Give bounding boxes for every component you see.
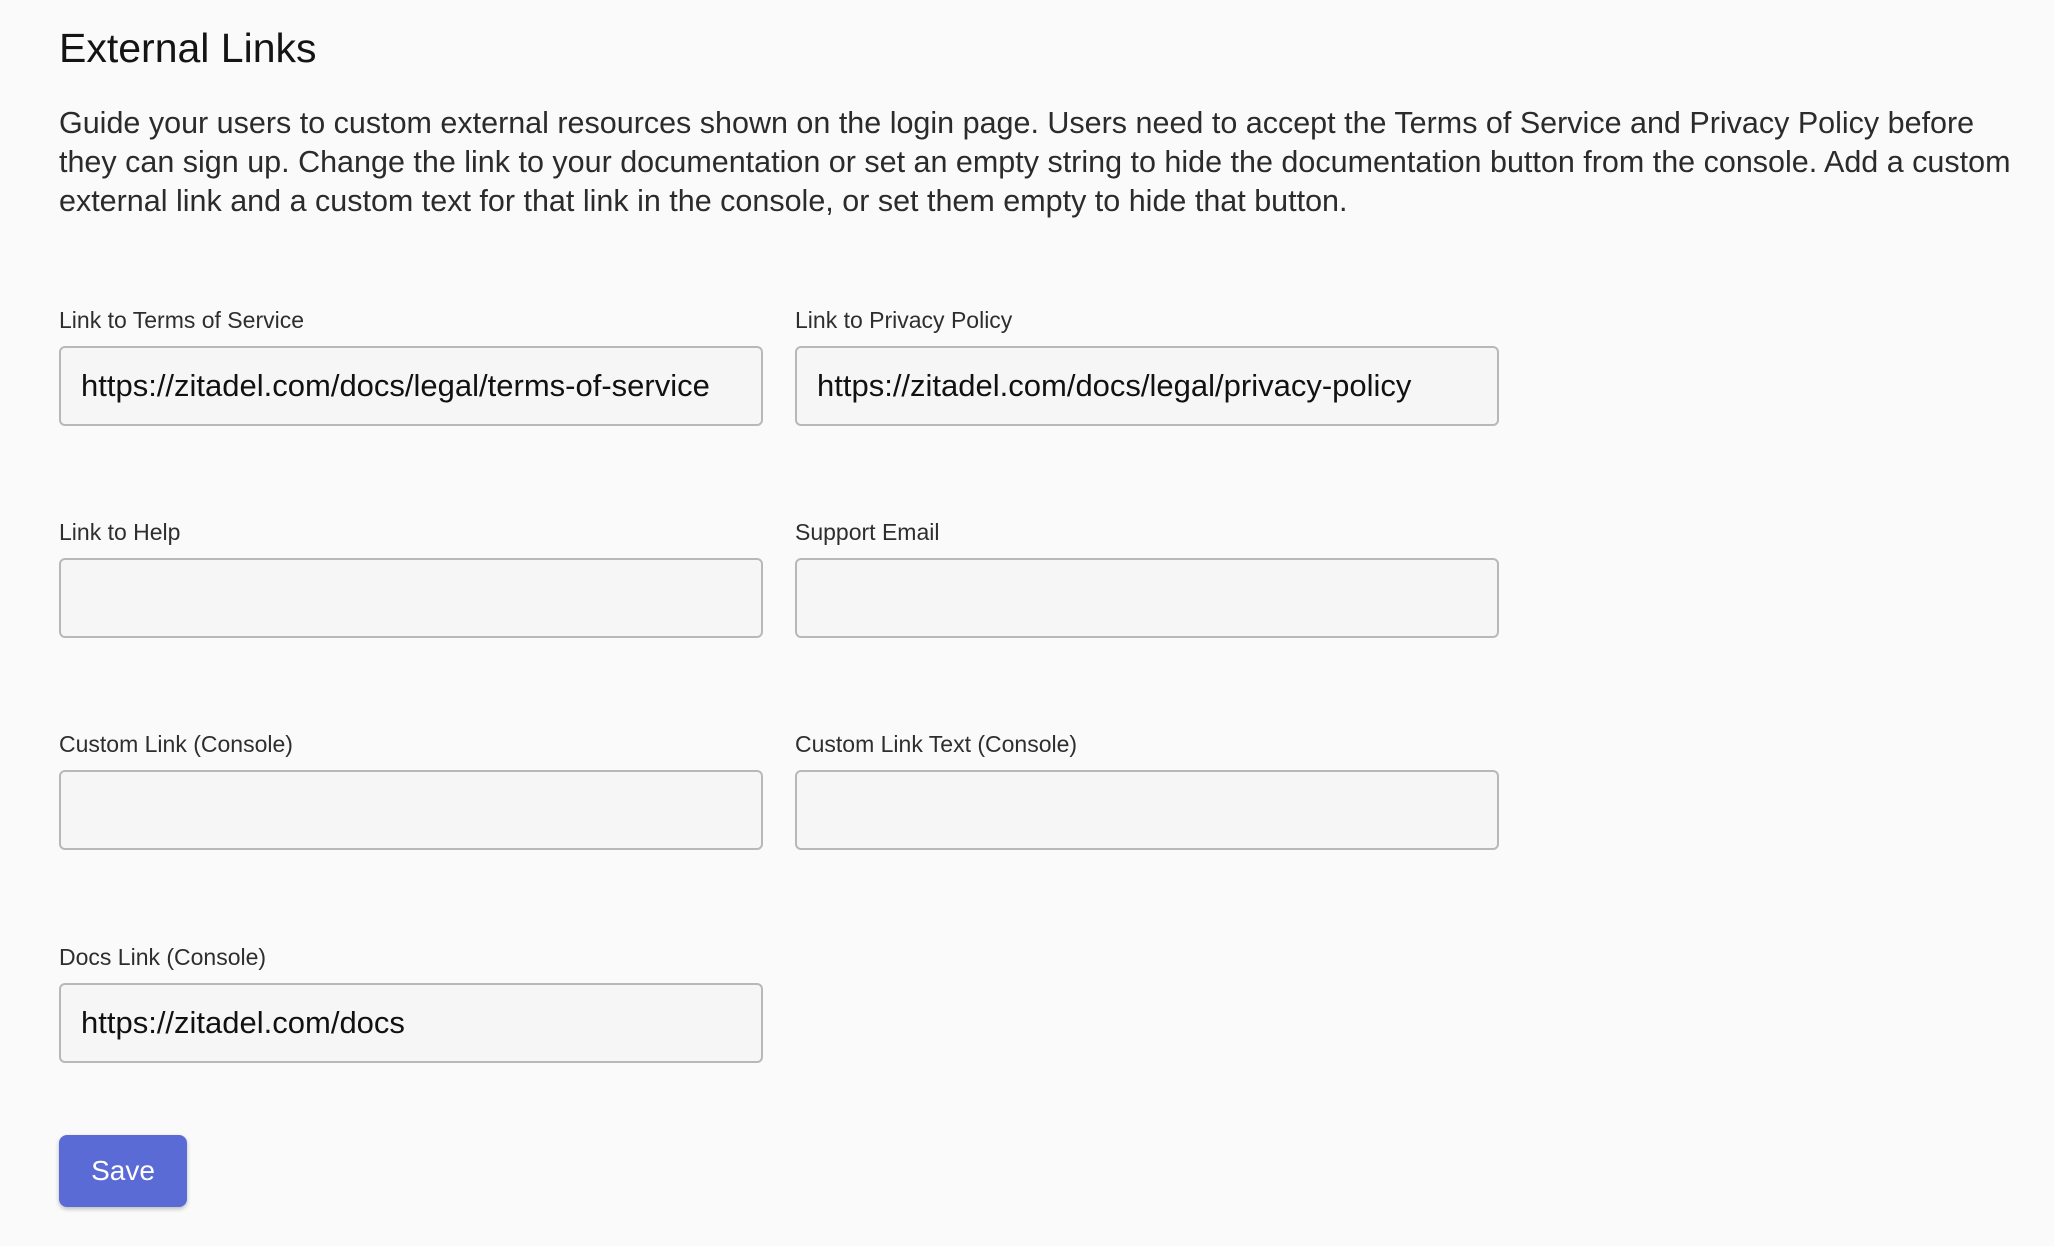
save-button[interactable]: Save — [59, 1135, 187, 1207]
support-email-field — [795, 518, 1499, 638]
tos-link-field — [59, 306, 763, 426]
support-email-label: Support Email — [795, 519, 940, 545]
privacy-link-field — [795, 306, 1499, 426]
tos-link-label: Link to Terms of Service — [59, 307, 305, 333]
custom-link-input[interactable] — [59, 770, 763, 850]
privacy-link-label: Link to Privacy Policy — [795, 307, 1013, 333]
custom-link-text-label: Custom Link Text (Console) — [795, 731, 1078, 757]
support-email-input[interactable] — [795, 558, 1499, 638]
help-link-input[interactable] — [59, 558, 763, 638]
docs-link-label: Docs Link (Console) — [59, 944, 267, 970]
page-title: External Links — [59, 25, 317, 71]
external-links-page — [59, 0, 2019, 1246]
custom-link-field — [59, 730, 763, 850]
privacy-link-input[interactable] — [795, 346, 1499, 426]
custom-link-label: Custom Link (Console) — [59, 731, 293, 757]
help-link-field — [59, 518, 763, 638]
help-link-label: Link to Help — [59, 519, 181, 545]
custom-link-text-input[interactable] — [795, 770, 1499, 850]
tos-link-input[interactable] — [59, 346, 763, 426]
page-description: Guide your users to custom external resources shown on the login page. Users need to accept the Terms of Service and Privacy Policy before they can sign up. Change the link to your documentation or set an empty string to hide the documentation button from the console. Add a custom external link and a custom text for that link in the console, or set them empty to hide that button. — [59, 106, 2011, 218]
docs-link-field — [59, 943, 763, 1063]
custom-link-text-field — [795, 730, 1499, 850]
docs-link-input[interactable] — [59, 983, 763, 1063]
